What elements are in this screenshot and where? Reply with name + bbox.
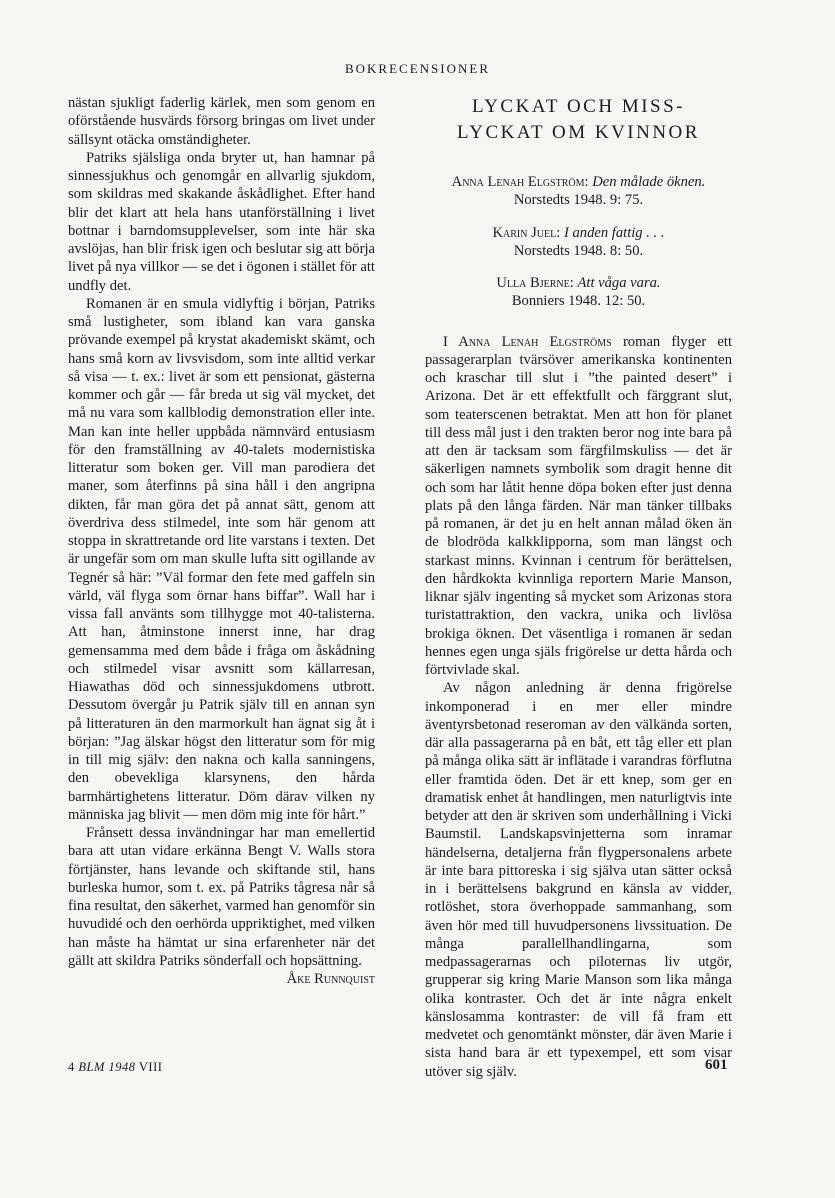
right-column xyxy=(425,94,732,1081)
article-title xyxy=(425,94,732,146)
magazine-year: BLM 1948 xyxy=(78,1060,136,1074)
book-title: Den målade öknen. xyxy=(592,174,706,190)
book-details: Norstedts 1948. 9: 75. xyxy=(513,192,644,209)
paragraph-body: roman flyger ett passagerarplan tvärsöver amerikanska kontinenten och kraschar till slut i ”the painted desert” i Arizona. Det är ett effektfullt och färggrant slut, som teaterscenen betraktat. Men att hon för planet till dess mål just i den trakten beror nog inte bara på att den är tacksam som färgfilmskuliss — det är säkerligen namnets symbolik som dragit henne dit och som har låtit henne döpa boken efter just denna plats på den långa färden. När man tänker tillbaks på romanen, är det ju en helt annan målad öken än de blodröda kalkklipporna, som man längst och starkast minns. Kvinnan i centrum för berättelsen, den hårdkokta kvinnliga reportern Marie Manson, liknar själv ingenting så mycket som Arizonas stora turistattraktion, den vackra, unika och livlösa brokiga öknen. Det väsentliga i romanen är sedan hennes egen unga själs frigörelse ur detta hårda och förtvivlade skal. xyxy=(425,333,733,678)
book-author: Karin Juel: xyxy=(492,224,561,241)
page-number: 601 xyxy=(705,1057,728,1073)
review-paragraph: Av någon anledning är denna frigörelse inkomponerad i en mer eller mindre äventyrsbetonad reseroman av den välkända sorten, där alla passagerarna på en båt, ett tåg eller ett plan på många olika sätt är inflätade i varandras förflutna eller framtida öden. Det är ett knep, som ger en dramatisk enhet åt handlingen, men naturligtvis inte betyder att den är skriven som underhållning i Vicki Baumstil. Landskapsvinjetterna som inramar händelserna, detaljerna från flygpersonalens arbete är inte bara pittoreska i sig själva utan sätter också in i berättelsens bakgrund en känsla av vidder, rotlöshet, stora överhoppade sammanhang, som även hör med till huvudpersonens livssituation. De många parallellhandlingarna, som medpassagerarnas och piloternas liv utgör, grupperar sig kring Marie Manson som lika många olika kontraster. Och det är inte några enkelt känslosamma kontraster: de vill få fram ett medvetet och genomtänkt mönster, där även Marie i sista hand bara är ett typexempel, ett som visar utöver sig själv. xyxy=(425,680,732,1080)
book-author: Ulla Bjerne: xyxy=(496,275,574,291)
book-details: Norstedts 1948. 8: 50. xyxy=(513,242,644,259)
issue-roman: VIII xyxy=(138,1060,163,1074)
issue-info xyxy=(68,1060,162,1075)
article-title-line: LYCKAT OM KVINNOR xyxy=(457,122,700,143)
issue-number: 4 xyxy=(68,1060,75,1074)
review-paragraph xyxy=(425,333,732,680)
book-title: Att våga vara. xyxy=(577,275,661,291)
reviewer-signature: Åke Runnquist xyxy=(286,971,375,987)
running-header: BOKRECENSIONER xyxy=(344,61,490,76)
book-reference xyxy=(425,173,732,210)
book-references xyxy=(425,173,732,311)
review-paragraph: nästan sjukligt faderlig kärlek, men som genom en oförstående husvärds försorg bringas om livet under sällsynt otäcka omständigheter. xyxy=(68,95,375,148)
review-paragraph: Frånsett dessa invändningar har man emellertid bara att utan vidare erkänna Bengt V. Walls stora förtjänster, hans levande och skiftande stil, hans burleska humor, som t. ex. på Patriks tågresa når så fina resultat, den säkerhet, varmed han genomför sin huvudidé och den oerhörda uppriktighet, med vilken han måste ha hämtat ur sina erfarenheter när det gällt att skildra Patriks sönderfall och hopsättning. xyxy=(68,825,375,969)
book-reference xyxy=(425,274,732,311)
book-reference xyxy=(425,224,732,261)
review-paragraph: Romanen är en smula vidlyftig i början, Patriks små lustigheter, som ibland kan vara ganska prövande exempel på krystat akademiskt skämt, och hans små korn av livsvisdom, som inte alltid verkar så visa — t. ex.: livet är som ett pensionat, gästerna kommer och går — får breda ut sig väl mycket, det må nu vara som kallblodig demonstration eller inte. Man kan inte heller uppbåda nämnvärd entusiasm för den framställning av 40-talets modernistiska litteratur som boken ger. Vill man parodiera det maner, som återfinns på sina håll i den angripna dikten, får man göra det på annat sätt, genom att överdriva dess stilmedel, inte som här genom att stoppa in skrattretande ord lite varstans i texten. Det är ungefär som om man skulle lufta sitt ogillande av Tegnér så här: ”Väl formar den fete med gaffeln sin värld, väl flyga som örnar hans biffar”. Wall har i vissa fall använts som tillhygge mot 40-talisterna. Att han, åtminstone innerst inne, har drag gemensamma med dem både i fråga om åskådning och stilmedel visar avsnitt som källarresan, Hiawathas död och sinnessjukdomens utbrott. Dessutom övergår ju Patrik själv till en annan syn på litteraturen än den marmorkult han ägnat sig åt i början: ”Jag älskar högst den litteratur som för mig in till mig själv: den nakna och kalla sanningens, den obevekliga klarsynens, den hårda barmhärtighetens litteratur. Döm därav vilken ny människa jag blivit — men döm mig inte för hårt.” xyxy=(68,295,375,823)
book-details: Bonniers 1948. 12: 50. xyxy=(511,293,646,310)
book-title: I anden fattig . . . xyxy=(563,224,665,241)
review-paragraph: Patriks själsliga onda bryter ut, han hamnar på sinnessjukhus och genomgår en allvarlig sjukdom, som skildras med skakande åskådlighet. Efter hand blir det klart att hela hans utanförställning i livet bottnar i barndomsupplevelser, som inte här ska avslöjas, han blir frisk igen och beslutar sig att börja livet på nya villkor — se det i ögonen i stället för att undfly det. xyxy=(68,149,375,294)
paragraph-lead: I Anna Lenah Elgströms xyxy=(443,333,612,350)
left-column xyxy=(68,94,375,988)
book-author: Anna Lenah Elgström: xyxy=(451,174,589,190)
article-title-line: LYCKAT OCH MISS- xyxy=(472,96,685,117)
